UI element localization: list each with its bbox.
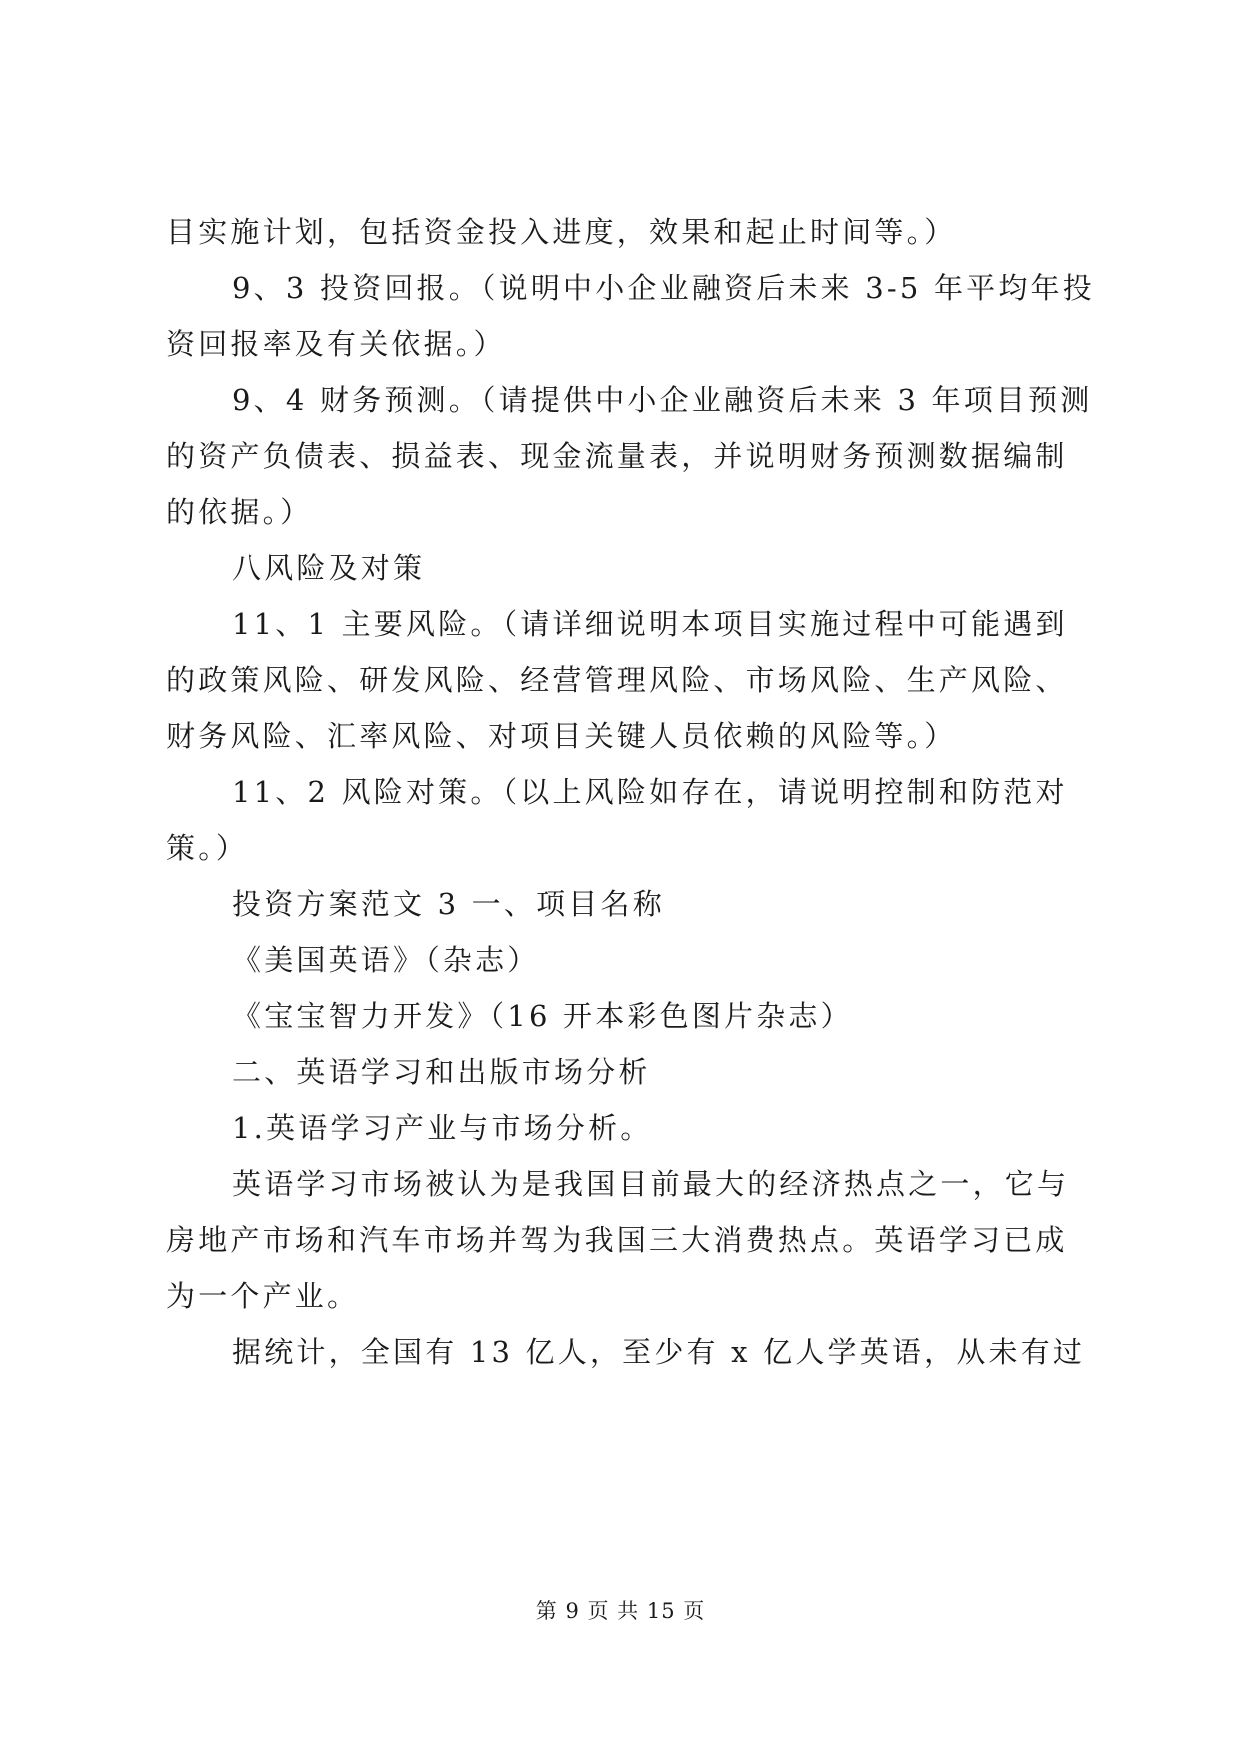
text-line: 资回报率及有关依据。） xyxy=(166,327,506,361)
text-line: 策。） xyxy=(166,831,249,865)
text-line: 目实施计划，包括资金投入进度，效果和起止时间等。） xyxy=(166,215,957,249)
text-line: 《美国英语》（杂志） xyxy=(232,943,540,977)
text-line: 为一个产业。 xyxy=(166,1279,360,1313)
text-line: 据统计，全国有 13 亿人，至少有 x 亿人学英语，从未有过 xyxy=(232,1335,1086,1369)
section-heading: 八风险及对策 xyxy=(232,551,426,585)
page-number-footer: 第 9 页 共 15 页 xyxy=(535,1599,706,1623)
section-heading: 二、英语学习和出版市场分析 xyxy=(232,1055,651,1089)
text-line: 房地产市场和汽车市场并驾为我国三大消费热点。英语学习已成 xyxy=(166,1223,1068,1257)
text-line: 的依据。） xyxy=(166,495,313,529)
text-line: 的政策风险、研发风险、经营管理风险、市场风险、生产风险、 xyxy=(166,663,1068,697)
text-line: 财务风险、汇率风险、对项目关键人员依赖的风险等。） xyxy=(166,719,957,753)
subsection-heading: 1.英语学习产业与市场分析。 xyxy=(232,1111,653,1145)
text-line: 英语学习市场被认为是我国目前最大的经济热点之一，它与 xyxy=(232,1167,1070,1201)
text-line: 11、1 主要风险。（请详细说明本项目实施过程中可能遇到 xyxy=(232,607,1068,641)
section-heading: 投资方案范文 3 一、项目名称 xyxy=(232,887,665,921)
text-line: 9、4 财务预测。（请提供中小企业融资后未来 3 年项目预测 xyxy=(232,383,1093,417)
text-line: 的资产负债表、损益表、现金流量表，并说明财务预测数据编制 xyxy=(166,439,1068,473)
text-line: 《宝宝智力开发》（16 开本彩色图片杂志） xyxy=(232,999,853,1033)
text-line: 9、3 投资回报。（说明中小企业融资后未来 3-5 年平均年投 xyxy=(232,271,1095,305)
text-line: 11、2 风险对策。（以上风险如存在，请说明控制和防范对 xyxy=(232,775,1068,809)
